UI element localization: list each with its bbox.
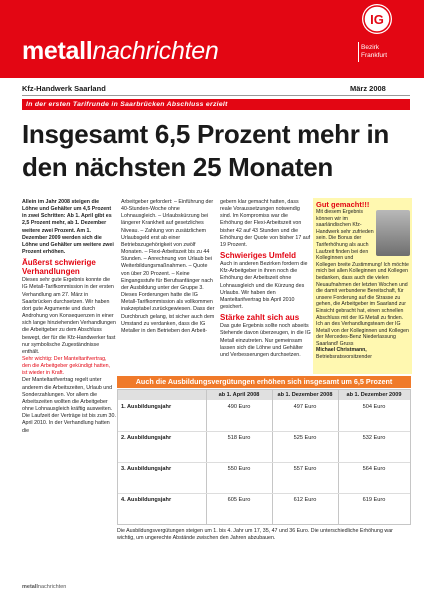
cell-value: 557 Euro [293, 466, 317, 472]
footer-brand [22, 584, 66, 590]
table-header-empty [118, 390, 206, 400]
signature-role: Betriebsratsvorsitzender [316, 354, 372, 361]
comment-text [316, 209, 410, 361]
masthead-bold: metall [22, 37, 93, 65]
logo-region-line1: Bezirk [361, 44, 380, 51]
row-label: 4. Ausbildungsjahr [121, 497, 172, 503]
issue-date: März 2008 [350, 84, 386, 93]
header-band [0, 0, 424, 78]
cell-value: 490 Euro [227, 404, 251, 410]
subheading: Äußerst schwierige Verhandlungen [22, 258, 96, 277]
highlight-paragraph: Sehr wichtig: Der Manteltarifvertrag, den die Arbeitgeber gekündigt hatten, ist wieder in Kraft. [22, 355, 111, 377]
row-label: 1. Ausbildungsjahr [121, 404, 172, 410]
body-paragraph: Dieses sehr gute Ergebnis konnte die IG Metall-Tarifkommission in der ersten Verhandlung am 27. März in Saarbrücken durchsetzen. Wir haben dort gute Argumente und durch Androhung von Konsequenzen in einer sich lange hinziehenden Verhandlungen die Arbeitgeber zu dem Abschluss bewegt, der für die Kfz-Handwerker fast nur symbolische Zugeständnisse enthält. [22, 277, 116, 355]
cell-value: 605 Euro [227, 497, 251, 503]
table-divider [338, 390, 339, 524]
headline: Insgesamt 6,5 Prozent mehr in den nächsten 25 Monaten [22, 119, 389, 182]
table-divider [272, 390, 273, 524]
logo-divider [358, 42, 359, 62]
svg-text:IG: IG [370, 12, 384, 27]
masthead-title [22, 37, 218, 66]
footer-bold: metall [22, 584, 38, 590]
table-divider [118, 431, 410, 432]
table-header-col3: ab 1. Dezember 2009 [338, 390, 410, 400]
cell-value: 518 Euro [227, 435, 251, 441]
article-column-2 [121, 199, 215, 335]
signature-name: Michael Christmann, [316, 347, 367, 354]
body-paragraph: Auch in anderen Bezirken fordern die Kfz-Arbeitgeber in ihren noch die Erhöhung der Arbeitszeit ohne Lohnausgleich und die Kürzung des Urlaubs. Wir haben den Manteltarifvertrag bis April 2010 gesichert. [220, 261, 308, 311]
cell-value: 504 Euro [362, 404, 386, 410]
table-row [118, 431, 410, 462]
footer-rest: nachrichten [37, 584, 67, 590]
article-column-3 [220, 199, 311, 359]
subheading: Schwieriges Umfeld [220, 251, 297, 261]
table-caption: Die Ausbildungsvergütungen steigen um 1. bis 4. Jahr um 17, 35, 47 und 36 Euro. Die unterschiedliche Erhöhung war wichtig, um ungerechte Abstände zwischen den Jahren abzubauen. [117, 528, 393, 541]
lead-paragraph: Allein im Jahr 2008 steigen die Löhne und Gehälter um 4,5 Prozent in zwei Schritten: Ab 1. April gibt es 2,5 Prozent mehr, ab 1. Dezember weitere zwei Prozent. Am 1. Dezember 2009 werden sich die Löhne und Gehälter um weitere zwei Prozent erhöhen. [22, 199, 114, 256]
body-paragraph: Der Manteltarifvertrag regelt unter anderem die Arbeitszeiten, Urlaub und Sonderzahlungen. Vor allem die Arbeitszeiten wollten die Arbeitgeber ohne Lohnausgleich kräftig ausweiten. Die Laufzeit der Verträge ist bis zum 30. April 2010. In der Verhandlung hatten die [22, 377, 116, 434]
comment-box [313, 198, 412, 374]
cell-value: 497 Euro [293, 404, 317, 410]
comment-title: Gut gemacht!!! [316, 200, 370, 209]
logo-region-text [361, 44, 387, 60]
cell-value: 612 Euro [293, 497, 317, 503]
table-header-col2: ab 1. Dezember 2008 [272, 390, 338, 400]
cell-value: 564 Euro [362, 466, 386, 472]
cell-value: 619 Euro [362, 497, 386, 503]
table-row [118, 493, 410, 524]
kicker-bar: In der ersten Tarifrunde in Saarbrücken Abschluss erzielt [22, 99, 410, 110]
apprentice-pay-table [117, 389, 411, 525]
masthead-italic: nachrichten [92, 37, 219, 65]
table-title: Auch die Ausbildungsvergütungen erhöhen sich insgesamt um 6,5 Prozent [117, 376, 411, 388]
table-divider [118, 462, 410, 463]
ig-metall-emblem-icon [362, 4, 392, 34]
table-divider [118, 493, 410, 494]
table-header-col1: ab 1. April 2008 [206, 390, 272, 400]
body-paragraph: gebern klar gemacht hatten, dass reale Voraussetzungen notwendig sind. Im Kompromiss war die Erhöhung der Flexi-Arbeitszeit von bisher 42 auf 43 Stunden und die Erhöhung der Quote von bisher 17 auf 19 Prozent. [220, 199, 311, 248]
issue-section: Kfz-Handwerk Saarland [22, 84, 106, 93]
table-row [118, 400, 410, 431]
cell-value: 550 Euro [227, 466, 251, 472]
row-label: 3. Ausbildungsjahr [121, 466, 172, 472]
subheading: Stärke zahlt sich aus [220, 313, 300, 323]
ig-metall-logo [356, 4, 418, 74]
subheader-divider [22, 95, 410, 96]
portrait-photo [376, 210, 410, 256]
row-label: 2. Ausbildungsjahr [121, 435, 172, 441]
comment-body: Mit diesem Ergebnis können wir im saarländischen Kfz-Handwerk sehr zufrieden sein. Die Bonus der Tariferhöhung als auch Laufzeit finden bei den Kolleginnen und Kollegen breite Zustimmung! Ich möchte mich bei allen Kolleginnen und Kollegen bedanken, dass auch die vielen Neuaufnahmen der letzten Wochen und die damit verbundene Bereitschaft, für unsere Forderung auf die Strasse zu gehen, die Arbeitgeber im Saarland zur Einsicht gebracht hat, einen schnellen Abschluss mit der IG Metall zu finden. Ich an des Verhandlungsteam der IG Metall von der Kolleginnen und Kollegen der Mercedes-Benz Niederlassung Saarland! Gruss [316, 209, 409, 347]
table-divider [206, 390, 207, 524]
table-row [118, 462, 410, 493]
cell-value: 525 Euro [293, 435, 317, 441]
body-paragraph: Arbeitgeber gefordert: – Einführung der 40-Stunden-Woche ohne Lohnausgleich. – Urlaubskürzung bei längerer Krankheit auf gesetzliches Niveau. – Zahlung von zusätzlichem Urlaubsgeld erst ab einer Betriebszugehörigkeit von zwölf Monaten. – Flexi-Arbeitszeit bis zu 44 Stunden. – Anrechnung von Urlaub bei Weiterbildungsmaßnahmen. – Quote von über 20 Prozent. – Keine Eingangsstufe für Berufsanfänger nach der Ausbildung unter der Gruppe 3. Dieses Forderungen hatte die IG Metall-Tarifkommission als vollkommen inakzeptabel zurückgewiesen. Dass der Durchbruch gelang, ist sicher auch dem Umstand zu verdanken, dass die IG Metaller in den Betrieben den Arbeit- [121, 199, 215, 334]
article-column-1 [22, 199, 116, 435]
cell-value: 532 Euro [362, 435, 386, 441]
logo-region-line2: Frankfurt [361, 52, 388, 59]
body-paragraph: Das gute Ergebnis sollte noch abseits Stehende davon überzeugen, in die IG Metall einzutreten. Nur gemeinsam lassen sich die Löhne und Gehälter und Verbesserungen durchsetzen. [220, 323, 311, 358]
